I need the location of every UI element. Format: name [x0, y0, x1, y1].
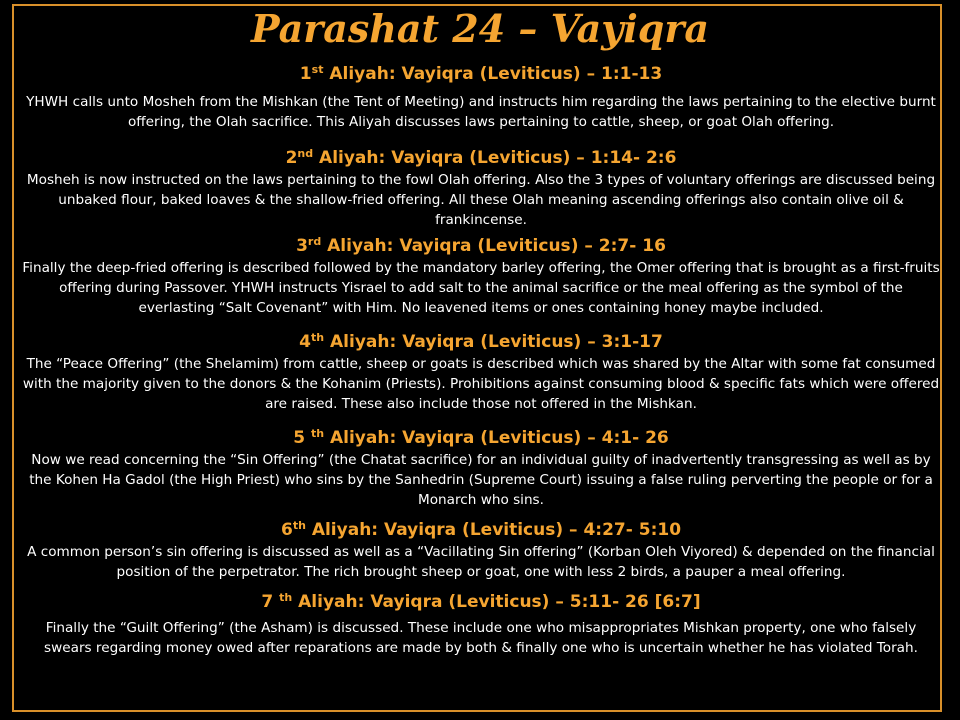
aliyah-summary: A common person’s sin offering is discussed as well as a “Vacillating Sin offering” (Korban Oleh Viyored) & depended on the financial position of the perpetrator. The rich brought sheep or goat, one with less 2 birds, a pauper a meal offering.: [27, 544, 935, 580]
aliyah-summary: YHWH calls unto Mosheh from the Mishkan (the Tent of Meeting) and instructs him regarding the laws pertaining to the elective burnt offering, the Olah sacrifice. This Aliyah discusses laws pertaining to cattle, sheep, or goat Olah offering.: [26, 94, 936, 130]
aliyah-section-7: [20, 590, 942, 658]
aliyah-heading: 3rd Aliyah: Vayiqra (Leviticus) – 2:7- 16: [296, 235, 666, 256]
aliyah-section-3: [20, 234, 942, 318]
aliyah-section-6: [20, 518, 942, 582]
aliyah-heading: 4th Aliyah: Vayiqra (Leviticus) – 3:1-17: [299, 331, 663, 352]
aliyah-summary: Finally the “Guilt Offering” (the Asham) is discussed. These include one who misappropriates Mishkan property, one who falsely swears regarding money owed after reparations are made by both & finally one who is uncertain whether he has violated Torah.: [44, 620, 918, 656]
aliyah-heading: 2nd Aliyah: Vayiqra (Leviticus) – 1:14- 2:6: [285, 147, 677, 168]
aliyah-section-4: [20, 330, 942, 414]
aliyah-summary: Now we read concerning the “Sin Offering” (the Chatat sacrifice) for an individual guilty of inadvertently transgressing as well as by the Kohen Ha Gadol (the High Priest) who sins by the Sanhedrin (Supreme Court) issuing a false ruling perverting the people or for a Monarch who sins.: [29, 452, 933, 508]
aliyah-heading: 6th Aliyah: Vayiqra (Leviticus) – 4:27- 5:10: [280, 519, 682, 540]
page-title: Parashat 24 – Vayiqra: [251, 6, 709, 51]
aliyah-section-5: [20, 426, 942, 510]
aliyah-heading: 1st Aliyah: Vayiqra (Leviticus) – 1:1-13: [299, 63, 663, 84]
aliyah-section-1: [20, 62, 942, 132]
aliyah-section-2: [20, 146, 942, 230]
aliyah-summary: Mosheh is now instructed on the laws pertaining to the fowl Olah offering. Also the 3 types of voluntary offerings are discussed being unbaked flour, baked loaves & the shallow-fried offering. All these Olah meaning ascending offerings also contain olive oil & frankincense.: [26, 172, 936, 228]
aliyah-summary: The “Peace Offering” (the Shelamim) from cattle, sheep or goats is described which was shared by the Altar with some fat consumed with the majority given to the donors & the Kohanim (Priests). Prohibitions against consuming blood & specific fats which were offered are raised. These also include those not offered in the Mishkan.: [22, 356, 940, 412]
aliyah-summary: Finally the deep-fried offering is described followed by the mandatory barley offering, the Omer offering that is brought as a first-fruits offering during Passover. YHWH instructs Yisrael to add salt to the animal sacrifice or the meal offering as the symbol of the everlasting “Salt Covenant” with Him. No leavened items or ones containing honey maybe included.: [22, 260, 940, 316]
aliyah-heading: 5 $^{th}$ Aliyah: Vayiqra (Leviticus) – 4:1- 26: [293, 427, 669, 448]
aliyah-heading: 7 $^{th}$ Aliyah: Vayiqra (Leviticus) – 5:11- 26 [6:7]: [261, 591, 701, 612]
